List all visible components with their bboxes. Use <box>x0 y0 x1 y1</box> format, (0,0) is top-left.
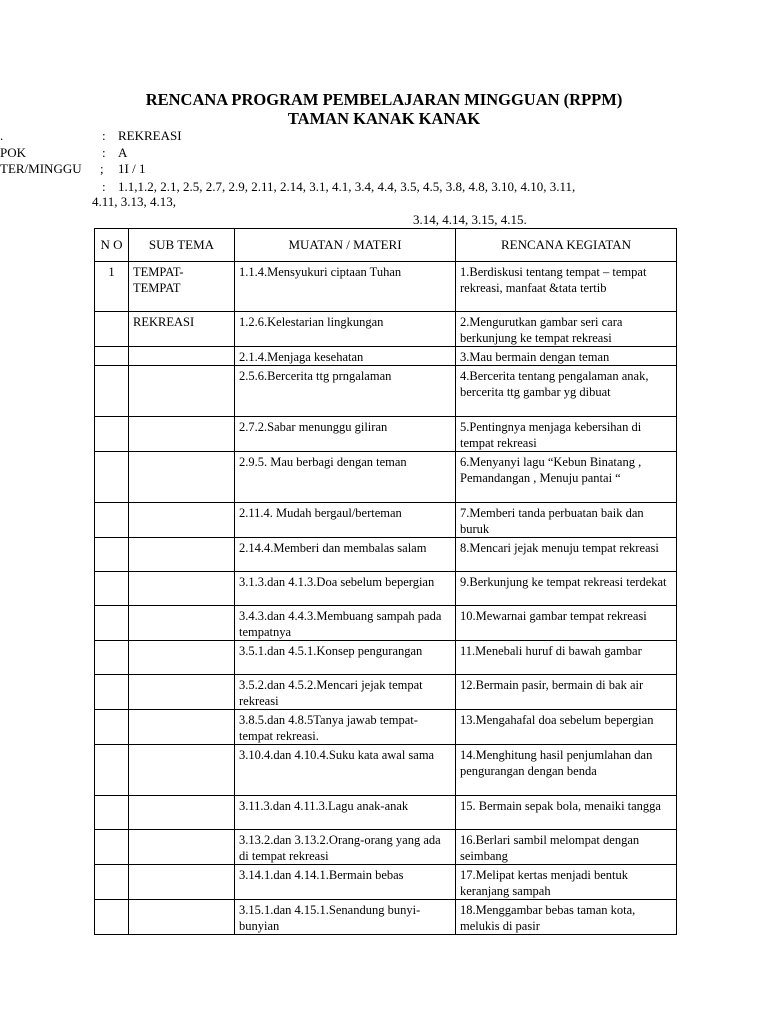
meta-separator: : <box>102 179 106 194</box>
cell-no <box>95 830 129 865</box>
cell-muatan-materi: 2.1.4.Menjaga kesehatan <box>235 347 456 366</box>
table-row <box>95 865 677 900</box>
meta-label: . <box>0 128 4 143</box>
cell-muatan-materi: 2.5.6.Bercerita ttg prngalaman <box>235 366 456 417</box>
cell-sub-tema <box>129 900 235 935</box>
cell-rencana-kegiatan: 2.Mengurutkan gambar seri cara berkunjung ke tempat rekreasi <box>456 312 677 347</box>
meta-value: A <box>118 145 128 160</box>
cell-no <box>95 366 129 417</box>
cell-rencana-kegiatan: 13.Mengahafal doa sebelum bepergian <box>456 710 677 745</box>
table-row <box>95 538 677 572</box>
cell-muatan-materi: 2.9.5. Mau berbagi dengan teman <box>235 452 456 503</box>
table-row <box>95 675 677 710</box>
header-sub-tema: SUB TEMA <box>129 229 235 262</box>
cell-muatan-materi: 3.4.3.dan 4.4.3.Membuang sampah pada tempatnya <box>235 606 456 641</box>
cell-rencana-kegiatan: 6.Menyanyi lagu “Kebun Binatang , Pemandangan , Menuju pantai “ <box>456 452 677 503</box>
cell-rencana-kegiatan: 12.Bermain pasir, bermain di bak air <box>456 675 677 710</box>
cell-muatan-materi: 3.15.1.dan 4.15.1.Senandung bunyi-bunyian <box>235 900 456 935</box>
cell-sub-tema <box>129 865 235 900</box>
cell-sub-tema <box>129 675 235 710</box>
cell-sub-tema <box>129 452 235 503</box>
cell-muatan-materi: 2.7.2.Sabar menunggu giliran <box>235 417 456 452</box>
cell-rencana-kegiatan: 10.Mewarnai gambar tempat rekreasi <box>456 606 677 641</box>
cell-rencana-kegiatan: 3.Mau bermain dengan teman <box>456 347 677 366</box>
cell-no: 1 <box>95 262 129 312</box>
document-subtitle: TAMAN KANAK KANAK <box>287 109 481 128</box>
cell-no <box>95 572 129 606</box>
cell-no <box>95 606 129 641</box>
cell-no <box>95 796 129 830</box>
cell-sub-tema <box>129 417 235 452</box>
cell-rencana-kegiatan: 9.Berkunjung ke tempat rekreasi terdekat <box>456 572 677 606</box>
cell-sub-tema <box>129 641 235 675</box>
cell-no <box>95 900 129 935</box>
cell-muatan-materi: 3.1.3.dan 4.1.3.Doa sebelum bepergian <box>235 572 456 606</box>
cell-no <box>95 452 129 503</box>
meta-label: POK <box>0 145 27 160</box>
cell-no <box>95 675 129 710</box>
cell-sub-tema <box>129 710 235 745</box>
cell-muatan-materi: 3.10.4.dan 4.10.4.Suku kata awal sama <box>235 745 456 796</box>
table-row <box>95 745 677 796</box>
cell-rencana-kegiatan: 16.Berlari sambil melompat dengan seimbang <box>456 830 677 865</box>
table-row <box>95 417 677 452</box>
cell-muatan-materi: 2.14.4.Memberi dan membalas salam <box>235 538 456 572</box>
header-rencana-kegiatan: RENCANA KEGIATAN <box>456 229 677 262</box>
table-header-row <box>95 229 677 262</box>
cell-muatan-materi: 3.14.1.dan 4.14.1.Bermain bebas <box>235 865 456 900</box>
meta-separator: ; <box>100 161 104 176</box>
header-no: N O <box>95 229 129 262</box>
cell-rencana-kegiatan: 8.Mencari jejak menuju tempat rekreasi <box>456 538 677 572</box>
cell-no <box>95 417 129 452</box>
kd-line-1: 1.1,1.2, 2.1, 2.5, 2.7, 2.9, 2.11, 2.14, 3.1, 4.1, 3.4, 4.4, 3.5, 4.5, 3.8, 4.8, 3.10, 4.10, 3.11, <box>118 179 576 194</box>
table-row <box>95 572 677 606</box>
table-row <box>95 830 677 865</box>
table-row <box>95 641 677 675</box>
cell-no <box>95 641 129 675</box>
table-row <box>95 796 677 830</box>
cell-no <box>95 347 129 366</box>
cell-muatan-materi: 3.13.2.dan 3.13.2.Orang-orang yang ada di tempat rekreasi <box>235 830 456 865</box>
cell-no <box>95 710 129 745</box>
cell-muatan-materi: 2.11.4. Mudah bergaul/berteman <box>235 503 456 538</box>
cell-sub-tema <box>129 366 235 417</box>
cell-sub-tema <box>129 606 235 641</box>
meta-separator: : <box>102 128 106 143</box>
kd-line-2: 4.11, 3.13, 4.13, <box>92 194 177 209</box>
cell-sub-tema: TEMPAT-TEMPAT <box>129 262 235 312</box>
cell-no <box>95 865 129 900</box>
cell-rencana-kegiatan: 14.Menghitung hasil penjumlahan dan pengurangan dengan benda <box>456 745 677 796</box>
cell-rencana-kegiatan: 18.Menggambar bebas taman kota, melukis di pasir <box>456 900 677 935</box>
meta-label: TER/MINGGU <box>0 161 82 176</box>
cell-no <box>95 745 129 796</box>
table-row <box>95 312 677 347</box>
kd-line-3: 3.14, 4.14, 3.15, 4.15. <box>413 212 527 227</box>
cell-sub-tema <box>129 503 235 538</box>
cell-muatan-materi: 3.5.1.dan 4.5.1.Konsep pengurangan <box>235 641 456 675</box>
cell-muatan-materi: 1.2.6.Kelestarian lingkungan <box>235 312 456 347</box>
cell-muatan-materi: 3.5.2.dan 4.5.2.Mencari jejak tempat rekreasi <box>235 675 456 710</box>
cell-sub-tema <box>129 538 235 572</box>
document-title: RENCANA PROGRAM PEMBELAJARAN MINGGUAN (RPPM) <box>145 90 623 109</box>
cell-rencana-kegiatan: 15. Bermain sepak bola, menaiki tangga <box>456 796 677 830</box>
table-row <box>95 900 677 935</box>
table-row <box>95 452 677 503</box>
cell-rencana-kegiatan: 4.Bercerita tentang pengalaman anak, bercerita ttg gambar yg dibuat <box>456 366 677 417</box>
meta-separator: : <box>102 145 106 160</box>
cell-sub-tema <box>129 745 235 796</box>
cell-sub-tema <box>129 572 235 606</box>
cell-no <box>95 503 129 538</box>
cell-rencana-kegiatan: 7.Memberi tanda perbuatan baik dan buruk <box>456 503 677 538</box>
cell-muatan-materi: 1.1.4.Mensyukuri ciptaan Tuhan <box>235 262 456 312</box>
cell-no <box>95 538 129 572</box>
table-row <box>95 262 677 312</box>
cell-sub-tema <box>129 347 235 366</box>
cell-rencana-kegiatan: 11.Menebali huruf di bawah gambar <box>456 641 677 675</box>
table-row <box>95 606 677 641</box>
cell-rencana-kegiatan: 5.Pentingnya menjaga kebersihan di tempat rekreasi <box>456 417 677 452</box>
cell-sub-tema: REKREASI <box>129 312 235 347</box>
cell-sub-tema <box>129 830 235 865</box>
table-row <box>95 347 677 366</box>
table-row <box>95 503 677 538</box>
cell-rencana-kegiatan: 1.Berdiskusi tentang tempat – tempat rekreasi, manfaat &tata tertib <box>456 262 677 312</box>
cell-sub-tema <box>129 796 235 830</box>
cell-muatan-materi: 3.11.3.dan 4.11.3.Lagu anak-anak <box>235 796 456 830</box>
table-body <box>95 262 677 935</box>
meta-value: REKREASI <box>118 128 182 143</box>
cell-no <box>95 312 129 347</box>
rppm-table <box>94 228 677 935</box>
meta-value: 1I / 1 <box>118 161 146 176</box>
header-muatan-materi: MUATAN / MATERI <box>235 229 456 262</box>
table-row <box>95 366 677 417</box>
table-row <box>95 710 677 745</box>
cell-rencana-kegiatan: 17.Melipat kertas menjadi bentuk keranjang sampah <box>456 865 677 900</box>
table-header <box>95 229 677 262</box>
cell-muatan-materi: 3.8.5.dan 4.8.5Tanya jawab tempat-tempat rekreasi. <box>235 710 456 745</box>
